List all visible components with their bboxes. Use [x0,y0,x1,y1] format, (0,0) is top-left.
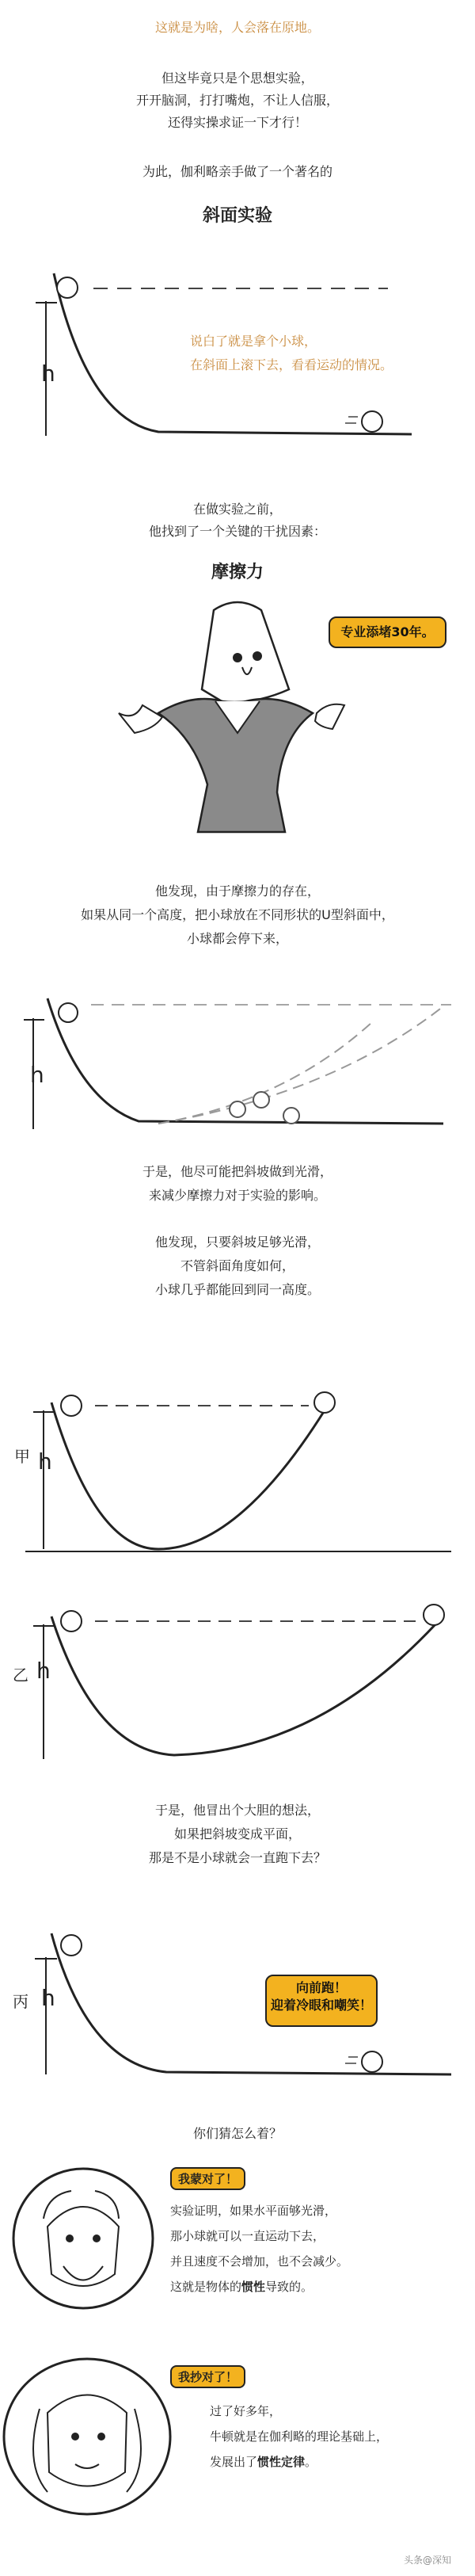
newton-text-2: 牛顿就是在伽利略的理论基础上， [210,2429,389,2444]
section2-para-2: 他找到了一个关键的干扰因素： [148,524,326,539]
side-label-5: 丙 [13,1992,28,2011]
section5-para-2: 如果把斜坡变成平面， [173,1826,301,1841]
incline-diagram-3 [0,1371,475,1561]
law-of-inertia-bold: 惯性定律 [257,2455,306,2469]
galileo-text-3: 并且速度不会增加，也不会减少。 [170,2254,349,2269]
height-label-3: h [38,1448,52,1475]
section5-para-1: 于是，他冒出个大胆的想法， [154,1803,320,1818]
section2-para-1: 在做实验之前， [192,502,282,517]
section3-para-1: 他发现，由于摩擦力的存在， [154,883,320,899]
friction-speech-bubble: 专业添堵30年。 [329,616,446,648]
incline-diagram-2 [0,975,475,1133]
section3-para-3: 小球都会停下来， [186,931,288,946]
section4-para1-2: 来减少摩擦力对于实验的影响。 [148,1188,326,1203]
footer-watermark: 头条@深知 [403,2555,451,2566]
side-label-3: 甲 [14,1447,30,1466]
ball-speech-line-1: 向前跑！ [295,1980,347,1995]
intro-para-3: 还得实操求证一下才行！ [167,115,307,130]
incline-diagram-5 [0,1902,475,2092]
newton-text-3-lead: 发展出了 [210,2455,258,2469]
galileo-text-4 [170,2276,313,2297]
title-incline-experiment: 斜面实验 [202,206,272,226]
section4-para2-2: 不管斜面角度如何， [180,1258,294,1273]
section4-para2-1: 他发现，只要斜坡足够光滑， [154,1235,320,1250]
galileo-text-1: 实验证明，如果水平面够光滑， [170,2204,337,2218]
height-label-1: h [41,361,55,387]
galileo-text-4-tail: 导致的。 [265,2280,314,2294]
newton-speech-bubble: 我抄对了！ [170,2365,245,2388]
ball-speech-line-2: 迎着冷眼和嘲笑！ [270,1998,372,2013]
galileo-text-2: 那小球就可以一直运动下去， [170,2229,325,2243]
incline-diagram-4 [0,1593,475,1767]
newton-text-3 [210,2452,317,2472]
section4-para2-3: 小球几乎都能回到同一高度。 [154,1282,320,1297]
height-label-4: h [36,1658,51,1684]
ball-top [57,277,78,298]
ball-speech-bubble [265,1975,378,2027]
diagram1-caption-1: 说白了就是拿个小球， [190,334,317,349]
section6-question: 你们猜怎么着？ [192,2126,282,2141]
galileo-text-4-lead: 这就是物体的 [170,2280,242,2294]
side-label-4: 乙 [13,1666,28,1685]
section4-para1-1: 于是，他尽可能把斜坡做到光滑， [142,1164,332,1179]
height-label-2: h [30,1062,44,1088]
intro-para-2: 开开脑洞，打打嘴炮，不让人信服， [135,93,339,108]
section5-para-3: 那是不是小球就会一直跑下去？ [148,1850,326,1865]
newton-text-1: 过了好多年， [210,2404,282,2418]
intro-para-4: 为此，伽利略亲手做了一个著名的 [142,164,332,179]
title-friction: 摩擦力 [211,563,264,582]
galileo-speech-bubble: 我蒙对了！ [170,2167,245,2190]
newton-text-3-tail: 。 [305,2455,317,2469]
height-label-5: h [41,1985,55,2011]
intro-line: 这就是为啥，人会落在原地。 [154,20,320,35]
inertia-bold: 惯性 [241,2280,266,2294]
intro-para-1: 但这毕竟只是个思想实验， [161,71,314,86]
ball-bottom [362,411,382,432]
section3-para-2: 如果从同一个高度，把小球放在不同形状的U型斜面中， [81,907,394,922]
diagram1-caption-2: 在斜面上滚下去，看看运动的情况。 [190,357,393,372]
